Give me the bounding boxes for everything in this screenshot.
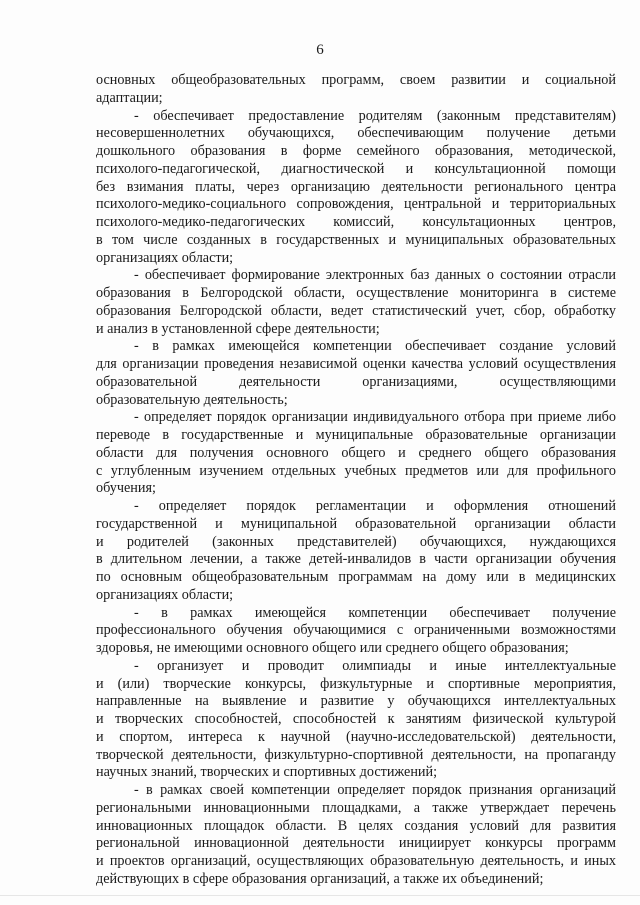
page-bottom-edge [0, 895, 640, 896]
text-line: и анализ в установленной сфере деятельности; [96, 320, 380, 337]
text-line: психолого-медико-педагогических комиссий, консультационных центров, [96, 214, 616, 230]
text-line: основных общеобразовательных программ, своем развитии и социальной [96, 72, 616, 88]
document-body [96, 72, 616, 889]
text-line: региональными инновационными площадками, а также утверждает перечень [96, 799, 616, 816]
text-line: образовательной деятельности организациями, осуществляющими [96, 373, 616, 390]
text-line: организациях области; [96, 586, 234, 603]
text-line: действующих в сфере образования организаций, а также их объединений; [96, 870, 544, 887]
text-line: и (или) творческие конкурсы, физкультурные и спортивные мероприятия, [96, 675, 616, 692]
text-line: профессионального обучения обучающимися с ограниченными возможностями [96, 622, 616, 639]
text-line: организациях области; [96, 249, 234, 266]
text-line: научных знаний, творческих и спортивных достижений; [96, 764, 438, 781]
text-line: по основным общеобразовательным программам на дому или в медицинских [96, 569, 616, 585]
text-line: государственной и муниципальной образовательной организации области [96, 515, 616, 532]
text-line: психолого-медико-социального сопровождения, центральной и территориальных [96, 196, 616, 213]
text-line: в том числе созданных в государственных и муниципальных образовательных [96, 231, 616, 248]
paragraph-first-line: - обеспечивает предоставление родителям (законным представителям) [134, 107, 616, 124]
text-line: переводе в государственные и муниципальные образовательные организации [96, 427, 616, 443]
text-line: адаптации; [96, 89, 163, 106]
text-line: для организации проведения независимой оценки качества условий осуществления [96, 356, 616, 372]
text-line: и спортом, интереса к научной (научно-исследовательской) деятельности, [96, 728, 616, 745]
text-line: области для получения основного общего и среднего общего образования [96, 444, 616, 461]
text-line: с углубленным изучением отдельных учебных предметов или для профильного [96, 462, 616, 479]
paragraph-first-line: - организует и проводит олимпиады и иные интеллектуальные [134, 657, 616, 674]
paragraph-first-line: - определяет порядок регламентации и оформления отношений [134, 498, 616, 514]
text-line: и родителей (законных представителей) обучающихся, нуждающихся [96, 533, 616, 550]
text-line: творческой деятельности, физкультурно-спортивной деятельности, на пропаганду [96, 746, 616, 763]
text-line: образования Белгородской области, ведет статистический учет, сбор, обработку [96, 302, 616, 319]
text-line: без взимания платы, через организацию деятельности регионального центра [96, 178, 616, 195]
text-line: образовательную деятельность; [96, 391, 288, 408]
text-line: инновационных площадок области. В целях создания условий для развития [96, 817, 616, 834]
text-line: несовершеннолетних обучающихся, обеспечивающим получение детьми [96, 125, 616, 142]
text-line: дошкольного образования в форме семейного образования, методической, [96, 143, 616, 159]
paragraph-first-line: - определяет порядок организации индивидуального отбора при приеме либо [134, 409, 616, 426]
text-line: и проектов организаций, осуществляющих образовательную деятельность, и иных [96, 853, 616, 869]
text-line: направленные на выявление и развитие у обучающихся интеллектуальных [96, 693, 616, 710]
text-line: и творческих способностей, способностей к занятиям физической культурой [96, 711, 616, 727]
paragraph-first-line: - в рамках своей компетенции определяет порядок признания организаций [134, 782, 616, 798]
paragraph-first-line: - в рамках имеющейся компетенции обеспечивает получение [134, 604, 616, 621]
paragraph-first-line: - в рамках имеющейся компетенции обеспечивает создание условий [134, 338, 616, 355]
text-line: в длительном лечении, а также детей-инвалидов в части организации обучения [96, 551, 616, 568]
page-number: 6 [316, 42, 324, 58]
text-line: региональной инновационной деятельности инициирует конкурсы программ [96, 835, 616, 852]
text-line: психолого-педагогической, диагностической и консультационной помощи [96, 160, 616, 177]
text-line: здоровья, не имеющими основного общего или среднего общего образования; [96, 640, 569, 656]
text-line: образования в Белгородской области, осуществление мониторинга в системе [96, 285, 616, 301]
text-line: обучения; [96, 480, 156, 497]
paragraph-first-line: - обеспечивает формирование электронных баз данных о состоянии отрасли [134, 267, 616, 284]
